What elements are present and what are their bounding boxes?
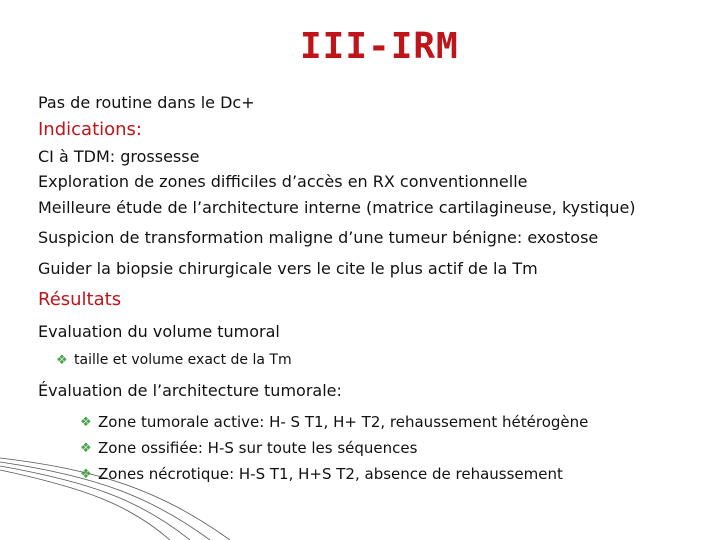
- indication-item: Suspicion de transformation maligne d’une tumeur bénigne: exostose: [38, 228, 599, 247]
- diamond-bullet-icon: ❖: [56, 352, 68, 368]
- volume-bullet-text: taille et volume exact de la Tm: [74, 352, 292, 368]
- indication-item: Exploration de zones difficiles d’accès en RX conventionnelle: [38, 172, 528, 191]
- volume-heading: Evaluation du volume tumoral: [38, 322, 280, 341]
- indication-item: CI à TDM: grossesse: [38, 147, 200, 166]
- intro-text: Pas de routine dans le Dc+: [38, 93, 255, 112]
- volume-bullet: [56, 352, 292, 368]
- diamond-bullet-icon: ❖: [80, 466, 92, 482]
- architecture-bullet-text: Zones nécrotique: H-S T1, H+S T2, absence de rehaussement: [98, 465, 563, 483]
- results-heading: Résultats: [38, 289, 122, 310]
- indications-heading: Indications:: [38, 119, 142, 140]
- architecture-bullet-text: Zone tumorale active: H- S T1, H+ T2, rehaussement hétérogène: [98, 413, 589, 431]
- diamond-bullet-icon: ❖: [80, 414, 92, 430]
- architecture-heading: Évaluation de l’architecture tumorale:: [38, 381, 342, 400]
- architecture-bullet: [80, 465, 563, 483]
- architecture-bullet-text: Zone ossifiée: H-S sur toute les séquences: [98, 439, 418, 457]
- diamond-bullet-icon: ❖: [80, 440, 92, 456]
- architecture-bullet: [80, 439, 417, 457]
- indication-item: Guider la biopsie chirurgicale vers le cite le plus actif de la Tm: [38, 259, 538, 278]
- architecture-bullet: [80, 413, 588, 431]
- indication-item: Meilleure étude de l’architecture interne (matrice cartilagineuse, kystique): [38, 198, 636, 217]
- slide-title: III-IRM: [300, 26, 459, 67]
